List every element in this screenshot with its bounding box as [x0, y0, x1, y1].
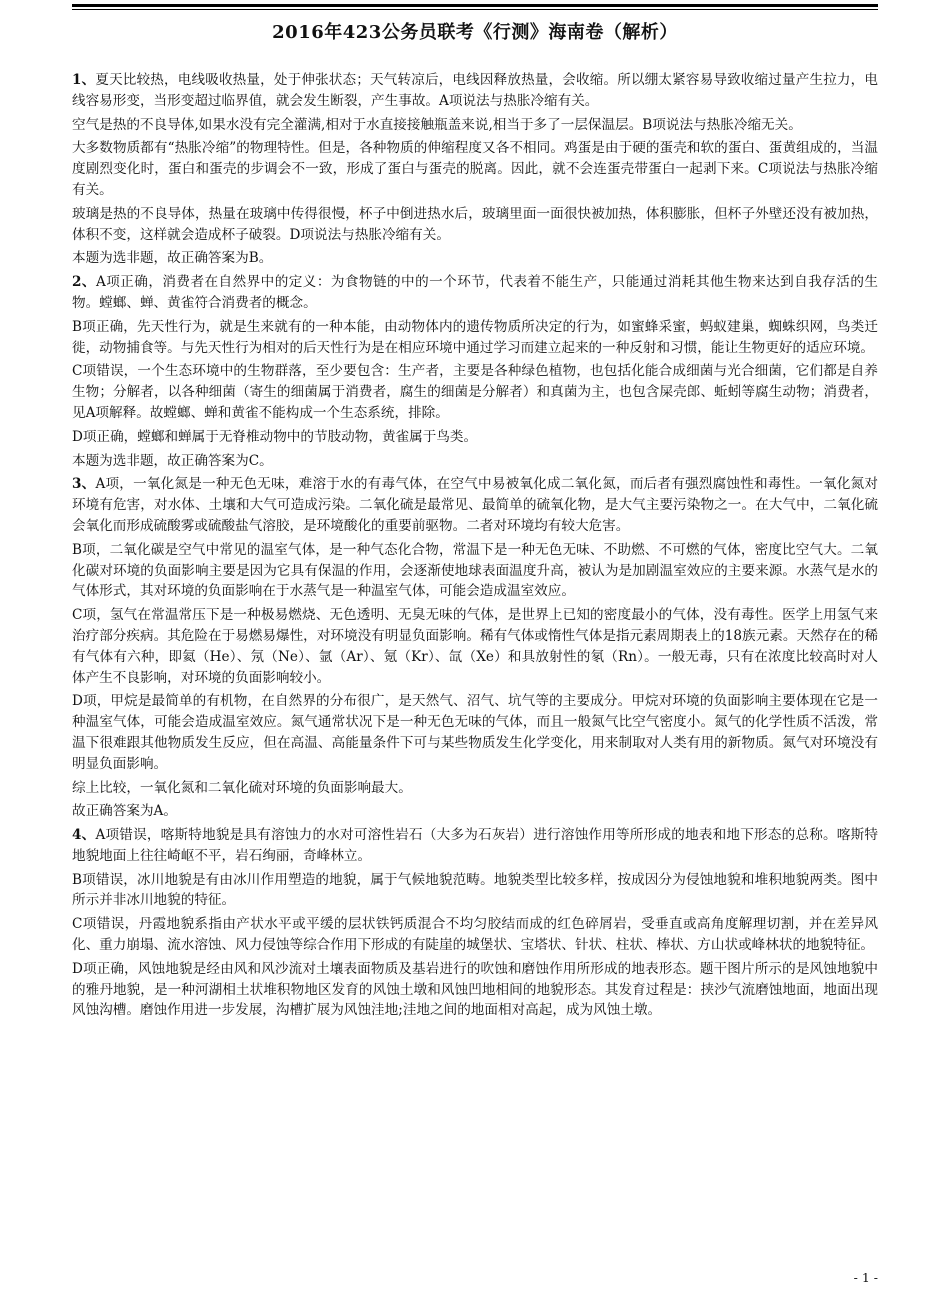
paragraph-text: C项，氢气在常温常压下是一种极易燃烧、无色透明、无臭无味的气体，是世界上已知的密度最小的气体，没有毒性。医学上用氢气来治疗部分疾病。其危险在于易燃易爆性，对环境没有明显负面影响。稀有气体或惰性气体是指元素周期表上的18族元素。天然存在的稀有气体有六种，即氦（He）、氖（Ne）、氩（Ar）、氪（Kr）、氙（Xe）和具放射性的氡（Rn）。一般无毒，只有在浓度比较高时对人体产生不良影响，对环境的负面影响较小。: [72, 607, 878, 686]
question-number: 2、: [72, 274, 96, 291]
paragraph-text: 空气是热的不良导体,如果水没有完全灌满,相对于水直接接触瓶盖来说,相当于多了一层保温层。B项说法与热胀冷缩无关。: [72, 116, 802, 133]
answer-line: [72, 801, 878, 822]
paragraph-text: 本题为选非题，故正确答案为B。: [72, 250, 273, 267]
paragraph: [72, 540, 878, 602]
paragraph: [72, 605, 878, 688]
paragraph-text: B项错误，冰川地貌是有由冰川作用塑造的地貌，属于气候地貌范畴。地貌类型比较多样，按成因分为侵蚀地貌和堆积地貌两类。图中所示并非冰川地貌的特征。: [72, 871, 878, 909]
question-number: 4、: [72, 827, 96, 844]
paragraph: [72, 870, 878, 912]
paragraph-text: 夏天比较热，电线吸收热量，处于伸张状态；天气转凉后，电线因释放热量，会收缩。所以绷太紧容易导致收缩过量产生拉力，电线容易形变，当形变超过临界值，就会发生断裂，产生事故。A项说法与热胀冷缩有关。: [72, 72, 878, 109]
paragraph: [72, 70, 878, 112]
paragraph-text: A项正确，消费者在自然界中的定义：为食物链的中的一个环节，代表着不能生产，只能通过消耗其他生物来达到自我存活的生物。螳螂、蝉、黄雀符合消费者的概念。: [72, 274, 878, 311]
paragraph-text: 玻璃是热的不良导体，热量在玻璃中传得很慢，杯子中倒进热水后，玻璃里面一面很快被加热，体积膨胀，但杯子外壁还没有被加热，体积不变，这样就会造成杯子破裂。D项说法与热胀冷缩有关。: [72, 205, 878, 243]
top-rule: [72, 4, 878, 7]
paragraph: [72, 427, 878, 448]
paragraph-text: A项，一氧化氮是一种无色无味，难溶于水的有毒气体，在空气中易被氧化成二氧化氮，而后者有强烈腐蚀性和毒性。一氧化氮对环境有危害，对水体、土壤和大气可造成污染。二氧化硫是最常见、最简单的硫氧化物，是大气主要污染物之一。在大气中，二氧化硫会氧化而形成硫酸雾或硫酸盐气溶胶，是环境酸化的重要前驱物。二者对环境均有较大危害。: [72, 476, 878, 534]
paragraph-text: C项错误，一个生态环境中的生物群落，至少要包含：生产者，主要是各种绿色植物，也包括化能合成细菌与光合细菌，它们都是自养生物；分解者，以各种细菌（寄生的细菌属于消费者，腐生的细菌是分解者）和真菌为主，也包含屎壳郎、蚯蚓等腐生动物；消费者，见A项解释。故螳螂、蝉和黄雀不能构成一个生态系统，排除。: [72, 363, 878, 421]
paragraph-text: 故正确答案为A。: [72, 803, 177, 820]
page-number: - 1 -: [853, 1270, 878, 1285]
paragraph: [72, 317, 878, 359]
top-rule-thin: [72, 9, 878, 10]
paragraph: [72, 361, 878, 423]
paragraph-text: A项错误，喀斯特地貌是具有溶蚀力的水对可溶性岩石（大多为石灰岩）进行溶蚀作用等所形成的地表和地下形态的总称。喀斯特地貌地面上往往崎岖不平，岩石绚丽，奇峰林立。: [72, 827, 878, 864]
paragraph: [72, 959, 878, 1021]
paragraph-text: D项正确，风蚀地貌是经由风和风沙流对土壤表面物质及基岩进行的吹蚀和磨蚀作用所形成的地表形态。题干图片所示的是风蚀地貌中的雅丹地貌，是一种河湖相土状堆积物地区发育的风蚀土墩和风蚀凹地相间的地貌形态。其发育过程是：挟沙气流磨蚀地面，地面出现风蚀沟槽。磨蚀作用进一步发展，沟槽扩展为风蚀洼地;洼地之间的地面相对高起，成为风蚀土墩。: [72, 960, 878, 1019]
paragraph: [72, 204, 878, 246]
paragraph: [72, 691, 878, 774]
question-number: 3、: [72, 476, 96, 493]
paragraph-text: C项错误，丹霞地貌系指由产状水平或平缓的层状铁钙质混合不均匀胶结而成的红色碎屑岩，受垂直或高角度解理切割，并在差异风化、重力崩塌、流水溶蚀、风力侵蚀等综合作用下形成的有陡崖的城堡状、宝塔状、针状、柱状、棒状、方山状或峰林状的地貌特征。: [72, 916, 878, 954]
document-title: 2016年423公务员联考《行测》海南卷（解析）: [272, 22, 678, 43]
paragraph: [72, 115, 878, 136]
answer-line: [72, 248, 878, 269]
paragraph-text: D项正确，螳螂和蝉属于无脊椎动物中的节肢动物，黄雀属于鸟类。: [72, 428, 478, 445]
paragraph-text: D项，甲烷是最简单的有机物，在自然界的分布很广，是天然气、沼气、坑气等的主要成分。甲烷对环境的负面影响主要体现在它是一种温室气体，可能会造成温室效应。氮气通常状况下是一种无色无味的气体，而且一般氮气比空气密度小。氮气的化学性质不活泼，常温下很难跟其他物质发生反应，但在高温、高能量条件下可与某些物质发生化学变化，用来制取对人类有用的新物质。氮气对环境没有明显负面影响。: [72, 693, 878, 772]
paragraph: [72, 778, 878, 799]
question-number: 1、: [72, 72, 96, 88]
document-body: [72, 70, 878, 1024]
paragraph: [72, 138, 878, 200]
paragraph-text: 综上比较，一氧化氮和二氧化硫对环境的负面影响最大。: [72, 779, 412, 796]
paragraph-text: B项，二氧化碳是空气中常见的温室气体，是一种气态化合物，常温下是一种无色无味、不助燃、不可燃的气体，密度比空气大。二氧化碳对环境的负面影响主要是因为它具有保温的作用，会逐渐使地球表面温度升高，被认为是加剧温室效应的主要来源。水蒸气是水的气体形式，其对环境的负面影响在于水蒸气是一种温室气体，可能会造成温室效应。: [72, 541, 878, 600]
paragraph-text: 本题为选非题，故正确答案为C。: [72, 452, 273, 469]
answer-line: [72, 451, 878, 472]
paragraph-text: B项正确，先天性行为，就是生来就有的一种本能，由动物体内的遗传物质所决定的行为，如蜜蜂采蜜，蚂蚁建巢，蜘蛛织网，鸟类迁徙，动物捕食等。与先天性行为相对的后天性行为是在相应环境中通过学习而建立起来的一种反射和习惯，能让生物更好的适应环境。: [72, 318, 878, 356]
paragraph: [72, 825, 878, 867]
paragraph-text: 大多数物质都有“热胀冷缩”的物理特性。但是，各种物质的伸缩程度又各不相同。鸡蛋是由于硬的蛋壳和软的蛋白、蛋黄组成的，当温度剧烈变化时，蛋白和蛋壳的步调会不一致，形成了蛋白与蛋壳的脱离。因此，就不会连蛋壳带蛋白一起剥下来。C项说法与热胀冷缩有关。: [72, 140, 878, 198]
paragraph: [72, 474, 878, 536]
paragraph: [72, 272, 878, 314]
paragraph: [72, 914, 878, 956]
